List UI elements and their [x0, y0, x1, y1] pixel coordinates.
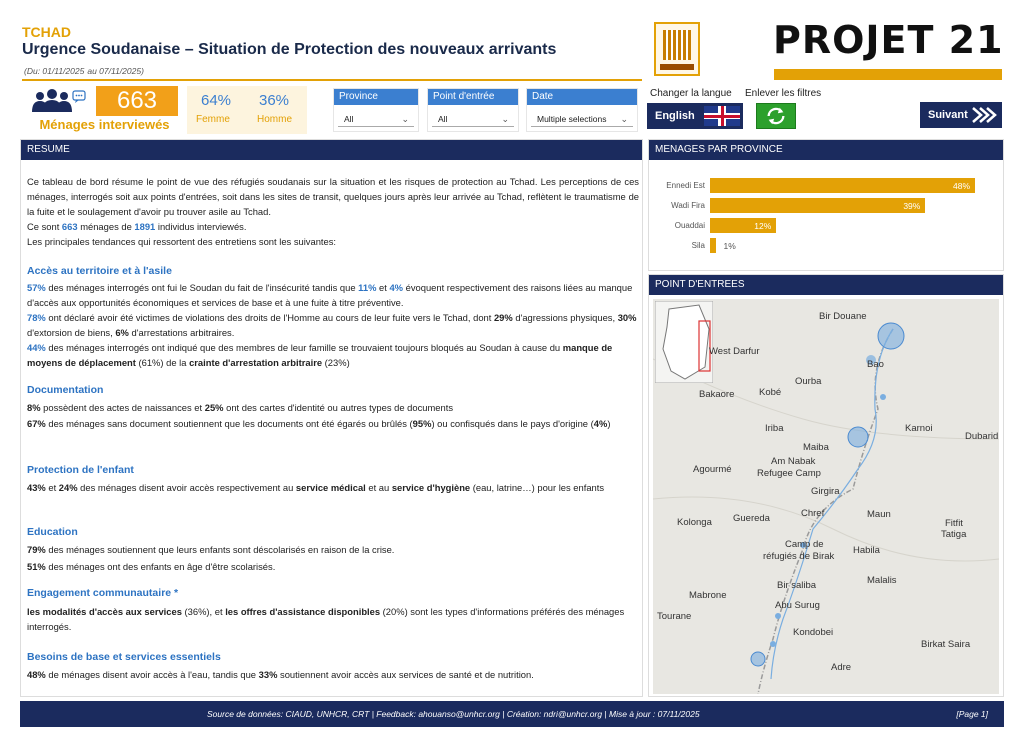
basic-needs-paragraph: 48% de ménages disent avoir accès à l'eau, tandis que 33% soutiennent avoir accès aux services de santé et de nutrition. [27, 669, 534, 680]
header-divider [22, 79, 642, 81]
chevron-down-icon: ⌄ [620, 114, 628, 124]
brand-logo: PROJET 21 [773, 18, 1004, 62]
province-bar-label: Ennedi Est [666, 181, 705, 190]
map-place-label: Malalis [867, 575, 897, 586]
map-place-label: Guereda [733, 513, 770, 524]
province-bar[interactable] [710, 198, 925, 213]
summary-panel [20, 139, 643, 697]
female-label: Femme [196, 114, 230, 125]
page-title: Urgence Soudanaise – Situation de Protection des nouveaux arrivants [22, 41, 557, 58]
province-bar-label: Wadi Fira [671, 201, 705, 210]
brand-bar [774, 69, 1002, 80]
english-button[interactable]: English [647, 103, 743, 129]
date-select[interactable]: Multiple selections ⌄ [531, 111, 633, 127]
change-language-label: Changer la langue [650, 88, 732, 99]
map-place-label: Maun [867, 509, 891, 520]
documentation-paragraph-1: 8% possèdent des actes de naissances et 25% ont des cartes d'identité ou autres types de documents [27, 402, 454, 413]
uk-flag-icon [704, 106, 740, 126]
map-place-label: Chref [801, 508, 825, 519]
map-place-label: Adre [831, 662, 852, 673]
refresh-icon [757, 104, 795, 128]
map-place-label: Refugee Camp [757, 468, 821, 479]
map-place-label: Karnoi [905, 423, 933, 434]
map-place-label: Mabrone [689, 590, 727, 601]
map-place-label: réfugiés de Birak [763, 551, 835, 562]
section-title-access: Accès au territoire et à l'asile [27, 265, 172, 277]
province-bar-value: 39% [903, 201, 921, 211]
province-select[interactable]: All ⌄ [338, 111, 414, 127]
education-paragraph-2: 51% des ménages ont des enfants en âge d'être scolarisés. [27, 561, 276, 572]
map-place-label: Habila [853, 545, 880, 556]
province-bar-value: 48% [953, 181, 971, 191]
access-paragraph-1: 57% des ménages interrogés ont fui le Soudan du fait de l'insécurité tandis que 11% et 4% évoquent respectivement des raisons liées au manque d'accès aux opportunités économiques et services de base et à une fuite à titre préventive. [27, 282, 633, 308]
map-place-label: Bao [867, 359, 884, 370]
country-label: TCHAD [22, 24, 71, 40]
map-place-label: Iriba [765, 423, 784, 434]
households-label: Ménages interviewés [39, 117, 170, 132]
female-pct: 64% [201, 92, 232, 109]
double-chevron-right-icon [971, 106, 997, 124]
access-paragraph-3: 44% des ménages interrogés ont indiqué que des membres de leur famille se trouvaient toujours bloqués au Soudan à cause du manque de moyens de déplacement (61%) de la crainte d'arrestation arbitraire (23%) [27, 342, 613, 368]
map-place-label: Camp de [785, 539, 824, 550]
province-bar[interactable] [710, 238, 716, 253]
province-filter[interactable] [333, 88, 419, 132]
education-paragraph-1: 79% des ménages soutiennent que leurs enfants sont déscolarisés en raison de la crise. [27, 544, 395, 555]
map-place-label: Kobé [759, 387, 782, 398]
date-range: (Du: 01/11/2025 au 07/11/2025) [24, 66, 144, 76]
date-filter[interactable] [526, 88, 638, 132]
province-filter-label: Province [334, 89, 418, 105]
chad-inset-map [655, 301, 713, 383]
chevron-down-icon: ⌄ [401, 114, 409, 124]
footer-page: [Page 1] [956, 709, 988, 719]
map-place-label: Bir Douane [819, 311, 867, 322]
entry-point-filter[interactable] [427, 88, 519, 132]
map-place-label: Birkat Saira [921, 639, 971, 650]
map-place-label: Tatiga [941, 529, 967, 540]
male-pct: 36% [259, 92, 290, 109]
map-place-label: Girgira [811, 486, 840, 497]
section-title-education: Education [27, 526, 78, 538]
map-place-label: Agourmé [693, 464, 732, 475]
map-place-label: Kondobei [793, 627, 834, 638]
entry-point-filter-label: Point d'entrée [428, 89, 518, 105]
section-title-documentation: Documentation [27, 384, 104, 396]
section-title-community: Engagement communautaire * [27, 587, 179, 599]
next-button[interactable]: Suivant [920, 102, 1002, 128]
section-title-basic-needs: Besoins de base et services essentiels [27, 651, 221, 663]
qr-code-icon [654, 22, 700, 76]
community-paragraph: les modalités d'accès aux services (36%), et les offres d'assistance disponibles (20%) sont les types d'informations préférés des ménages interrogés. [27, 606, 625, 632]
province-bar-label: Ouaddai [674, 221, 705, 230]
footer-source: Source de données: CIAUD, UNHCR, CRT | Feedback: ahouanso@unhcr.org | Création: ndri@unhcr.org | Mise à jour : 07/11/2025 [207, 709, 700, 719]
map-place-label: Am Nabak [771, 456, 816, 467]
reset-filters-label: Enlever les filtres [745, 88, 822, 99]
map-place-label: Abu Surug [775, 600, 820, 611]
entry-points-panel [648, 274, 1004, 697]
province-bar-value: 12% [754, 221, 772, 231]
footer [20, 701, 1004, 727]
entry-point-select[interactable]: All ⌄ [432, 111, 514, 127]
reset-filters-button[interactable] [756, 103, 796, 129]
documentation-paragraph-2: 67% des ménages sans document soutiennent que les documents ont été égarés ou brûlés (95%) ou confisqués dans le pays d'origine (4%) [27, 418, 611, 429]
entry-points-heading: POINT D'ENTREES [649, 275, 1003, 295]
map-place-label: Bir saliba [777, 580, 817, 591]
province-panel [648, 139, 1004, 271]
male-label: Homme [257, 114, 293, 125]
map-place-label: Maiba [803, 442, 829, 453]
map-place-label: West Darfur [709, 346, 760, 357]
summary-trends: Les principales tendances qui ressortent des entretiens sont les suivantes: [27, 236, 337, 247]
section-title-child-protection: Protection de l'enfant [27, 464, 134, 476]
map-place-label: Dubarid [965, 431, 999, 442]
province-heading: MENAGES PAR PROVINCE [649, 140, 1003, 160]
map-place-label: Ourba [795, 376, 822, 387]
people-icon [30, 88, 86, 114]
chevron-down-icon: ⌄ [501, 114, 509, 124]
map-place-label: Bakaore [699, 389, 735, 400]
map-place-label: Fitfit [945, 518, 963, 529]
map-place-label: Tourane [657, 611, 692, 622]
child-protection-paragraph: 43% et 24% des ménages disent avoir accès respectivement au service médical et au service d'hygiène (eau, latrine…) pour les enfants [27, 482, 605, 493]
access-paragraph-2: 78% ont déclaré avoir été victimes de violations des droits de l'Homme au cours de leur fuite vers le Tchad, dont 29% d'agressions physiques, 30% d'extorsion de biens, 6% d'arrestations arbitraires. [27, 312, 637, 338]
summary-count: Ce sont 663 ménages de 1891 individus interviewés. [27, 221, 247, 232]
entry-points-map[interactable] [653, 299, 999, 694]
summary-intro: Ce tableau de bord résume le point de vue des réfugiés soudanais sur la situation et les risques de protection au Tchad. Les perceptions de ces ménages, interrogés soit aux points d'entrées, soit dans les sites de transit, quelques jours après leur arrivée au Tchad, reflètent le traumatisme de la fuite et le soulagement d'avoir pu trouver asile au Tchad. [27, 176, 639, 217]
summary-heading: RESUME [21, 140, 642, 160]
province-bar-label: Sila [691, 241, 705, 250]
province-bar[interactable] [710, 178, 975, 193]
province-bar-value: 1% [723, 241, 736, 251]
date-filter-label: Date [527, 89, 637, 105]
map-place-label: Kolonga [677, 517, 712, 528]
households-count: 663 [96, 86, 178, 116]
